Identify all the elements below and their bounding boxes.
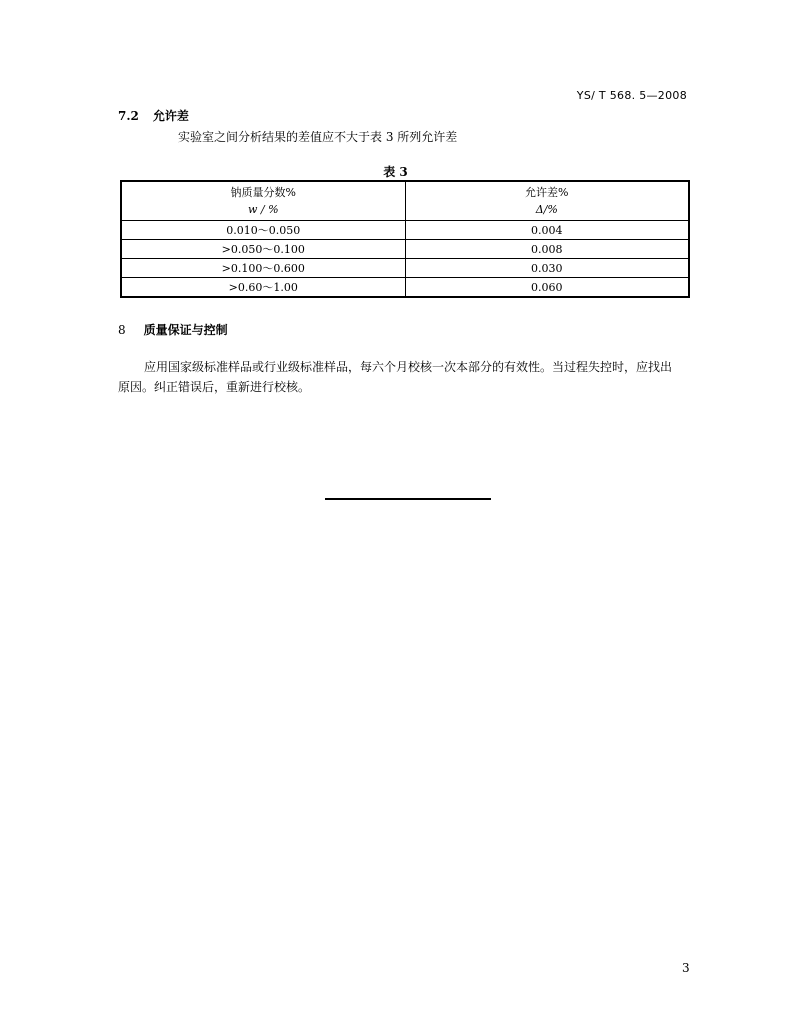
table-row bbox=[121, 259, 689, 278]
section-7-2-title: 允许差 bbox=[152, 109, 189, 123]
range-cell: >0.050～0.100 bbox=[121, 240, 405, 259]
standard-code-header: YS/ T 568. 5—2008 bbox=[576, 89, 687, 102]
tolerance-cell: 0.030 bbox=[405, 259, 689, 278]
section-8-heading bbox=[118, 321, 228, 338]
section-7-2-heading bbox=[118, 107, 189, 124]
tolerance-cell: 0.060 bbox=[405, 278, 689, 298]
section-8-number: 8 bbox=[118, 323, 126, 337]
col2-header-line2: Δ/% bbox=[535, 203, 558, 216]
col1-header-line1: 钠质量分数% bbox=[230, 186, 296, 199]
section-7-2-number: 7.2 bbox=[118, 109, 139, 123]
tolerance-table bbox=[120, 180, 690, 298]
section-8-title: 质量保证与控制 bbox=[143, 323, 228, 337]
col2-header-line1: 允许差% bbox=[525, 186, 569, 199]
table-row bbox=[121, 278, 689, 298]
section-8-text: 应用国家级标准样品或行业级标准样品，每六个月校核一次本部分的有效性。当过程失控时，应找出原因。纠正错误后，重新进行校核。 bbox=[118, 360, 673, 394]
end-of-document-rule bbox=[325, 498, 491, 500]
table-header-row bbox=[121, 181, 689, 221]
table-row bbox=[121, 240, 689, 259]
section-7-2-text: 实验室之间分析结果的差值应不大于表 3 所列允许差 bbox=[178, 130, 458, 144]
range-cell: >0.100～0.600 bbox=[121, 259, 405, 278]
col1-header-line2: w / % bbox=[247, 203, 279, 216]
range-cell: >0.60～1.00 bbox=[121, 278, 405, 298]
table-3-caption: 表 3 bbox=[383, 165, 408, 179]
tolerance-cell: 0.004 bbox=[405, 221, 689, 240]
page-number: 3 bbox=[682, 961, 690, 975]
table-row bbox=[121, 221, 689, 240]
range-cell: 0.010～0.050 bbox=[121, 221, 405, 240]
col-sodium-fraction-header bbox=[121, 181, 405, 221]
tolerance-cell: 0.008 bbox=[405, 240, 689, 259]
col-tolerance-header bbox=[405, 181, 689, 221]
